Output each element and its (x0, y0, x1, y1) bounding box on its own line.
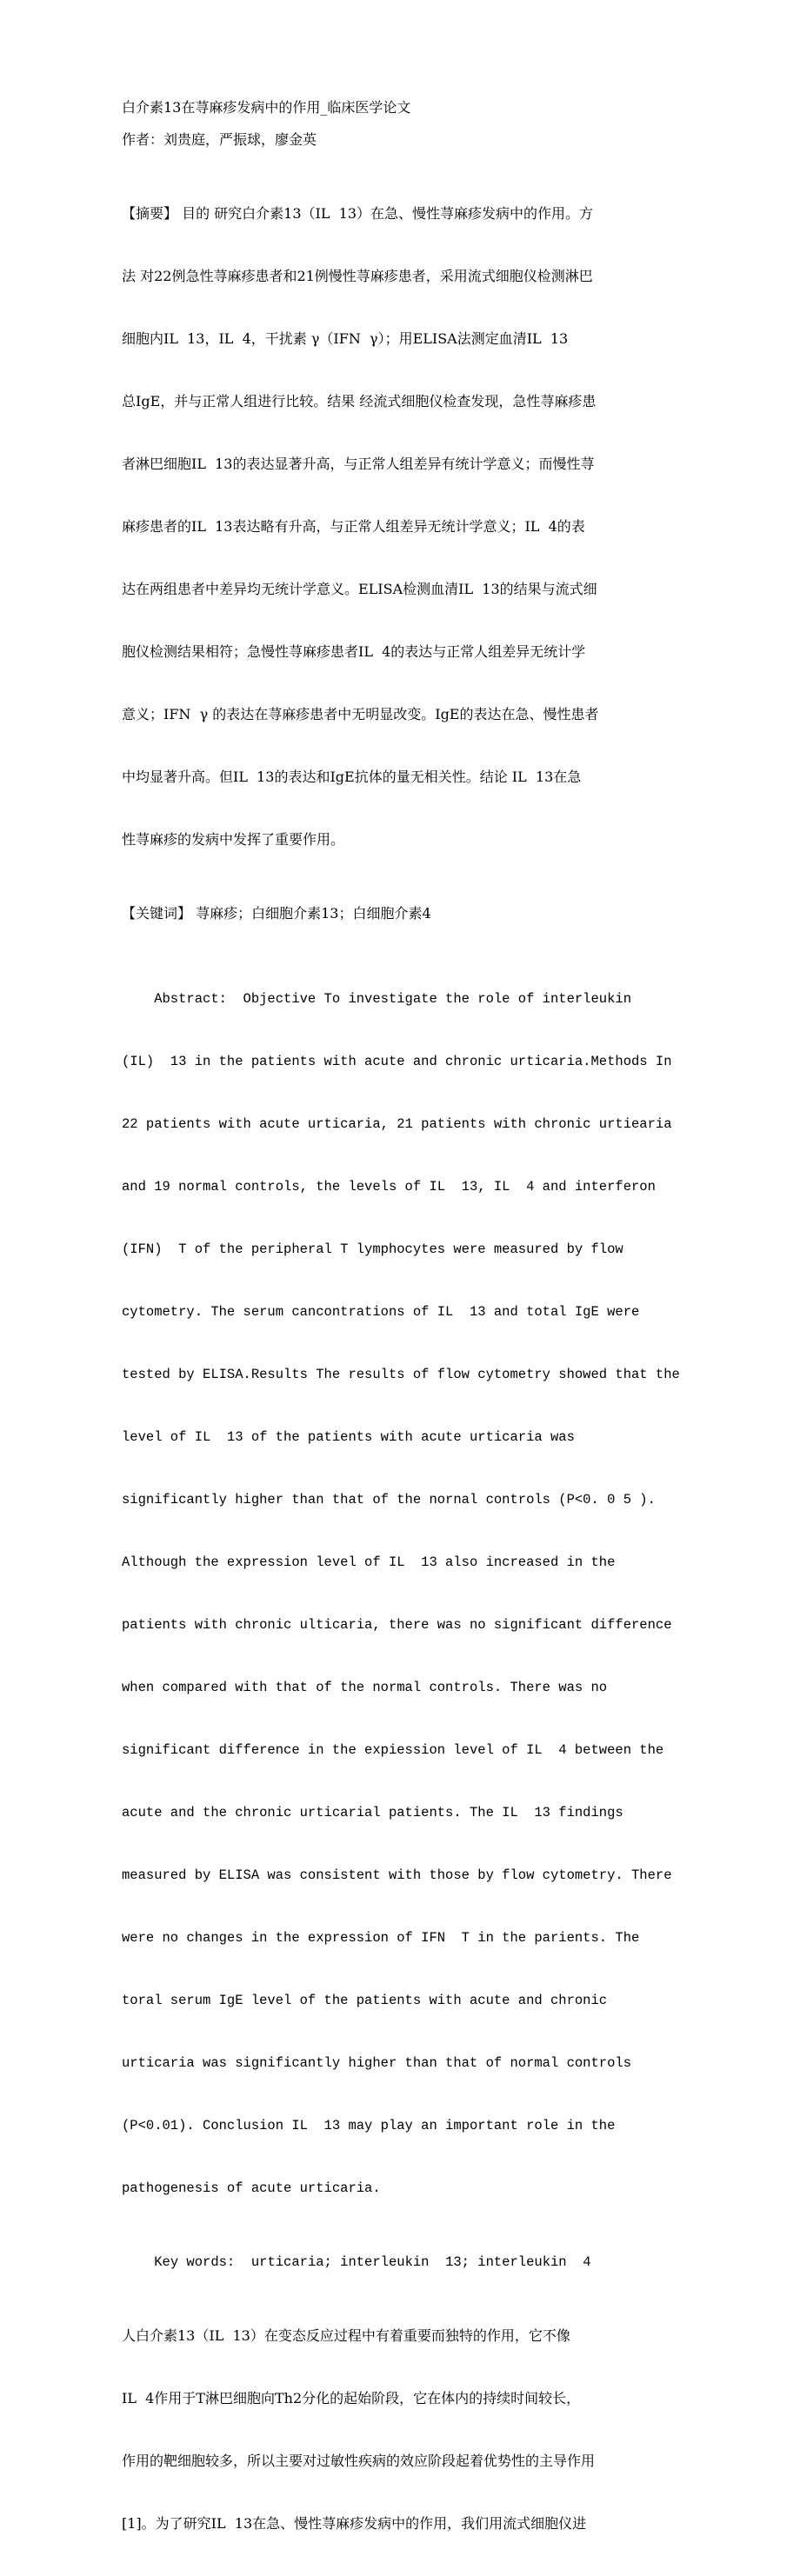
text-line: 人白介素13（IL 13）在变态反应过程中有着重要而独特的作用，它不像 (122, 2327, 570, 2344)
text-line: and 19 normal controls, the levels of IL 13, IL 4 and interferon (122, 1179, 656, 1195)
text-line: pathogenesis of acute urticaria. (122, 2180, 381, 2196)
text-line: significant difference in the expiession level of IL 4 between the (122, 1742, 664, 1758)
text-line: 麻疹患者的IL 13表达略有升高，与正常人组差异无统计学意义；IL 4的表 (122, 518, 585, 535)
text-line: Abstract: Objective To investigate the role of interleukin (122, 991, 631, 1007)
text-line: urticaria was significantly higher than that of normal controls (122, 2055, 631, 2071)
chinese-keywords: 【关键词】 荨麻疹；白细胞介素13；白细胞介素4 (122, 905, 431, 922)
text-line: 作用的靶细胞较多，所以主要对过敏性疾病的效应阶段起着优势性的主导作用 (122, 2453, 596, 2469)
text-line: acute and the chronic urticarial patients. The IL 13 findings (122, 1805, 623, 1821)
text-line: measured by ELISA was consistent with those by flow cytometry. There (122, 1867, 672, 1883)
authors-line: 作者：刘贵庭，严振球，廖金英 (122, 131, 317, 148)
text-line: (IFN) T of the peripheral T lymphocytes were measured by flow (122, 1241, 623, 1257)
text-line: 细胞内IL 13，IL 4，干扰素 γ（IFN γ）；用ELISA法测定血清IL 13 (122, 330, 569, 347)
text-line: 性荨麻疹的发病中发挥了重要作用。 (122, 831, 345, 848)
english-abstract (122, 947, 687, 2240)
text-line: were no changes in the expression of IFN T in the parients. The (122, 1930, 640, 1946)
text-line: 者淋巴细胞IL 13的表达显著升高，与正常人组差异有统计学意义；而慢性荨 (122, 456, 595, 472)
text-line: 总IgE，并与正常人组进行比较。结果 经流式细胞仪检查发现，急性荨麻疹患 (122, 393, 597, 409)
page-title: 白介素13在荨麻疹发病中的作用_临床医学论文 (122, 99, 411, 116)
text-line: when compared with that of the normal controls. There was no (122, 1680, 608, 1695)
text-line: toral serum IgE level of the patients with acute and chronic (122, 1993, 608, 2008)
text-line: tested by ELISA.Results The results of flow cytometry showed that the (122, 1367, 680, 1382)
text-line: 22 patients with acute urticaria, 21 patients with chronic urtiearia (122, 1116, 672, 1132)
text-line: cytometry. The serum cancontrations of IL 13 and total IgE were (122, 1304, 640, 1320)
body-paragraph (122, 2284, 687, 2576)
text-line: 【摘要】 目的 研究白介素13（IL 13）在急、慢性荨麻疹发病中的作用。方 (122, 205, 594, 222)
text-line: Although the expression level of IL 13 also increased in the (122, 1554, 616, 1570)
text-line: significantly higher than that of the nornal controls (P<0. 0 5 ). (122, 1492, 656, 1508)
text-line: 意义；IFN γ 的表达在荨麻疹患者中无明显改变。IgE的表达在急、慢性患者 (122, 706, 599, 722)
text-line: 胞仪检测结果相符；急慢性荨麻疹患者IL 4的表达与正常人组差异无统计学 (122, 643, 586, 660)
text-line: patients with chronic ulticaria, there was no significant difference (122, 1617, 672, 1633)
text-line: 达在两组患者中差异均无统计学意义。ELISA检测血清IL 13的结果与流式细 (122, 581, 597, 597)
text-line: 中均显著升高。但IL 13的表达和IgE抗体的量无相关性。结论 IL 13在急 (122, 769, 582, 785)
text-line: [1]。为了研究IL 13在急、慢性荨麻疹发病中的作用，我们用流式细胞仪进 (122, 2515, 587, 2532)
chinese-abstract (122, 162, 687, 892)
text-line: IL 4作用于T淋巴细胞向Th2分化的起始阶段，它在体内的持续时间较长， (122, 2390, 581, 2406)
text-line: 法 对22例急性荨麻疹患者和21例慢性荨麻疹患者，采用流式细胞仪检测淋巴 (122, 268, 593, 284)
text-line: (IL) 13 in the patients with acute and chronic urticaria.Methods In (122, 1054, 672, 1069)
text-line: level of IL 13 of the patients with acute urticaria was (122, 1429, 575, 1445)
english-keywords: Key words: urticaria; interleukin 13; interleukin 4 (122, 2254, 591, 2270)
text-line: (P<0.01). Conclusion IL 13 may play an important role in the (122, 2118, 616, 2133)
document-page (122, 97, 687, 2576)
